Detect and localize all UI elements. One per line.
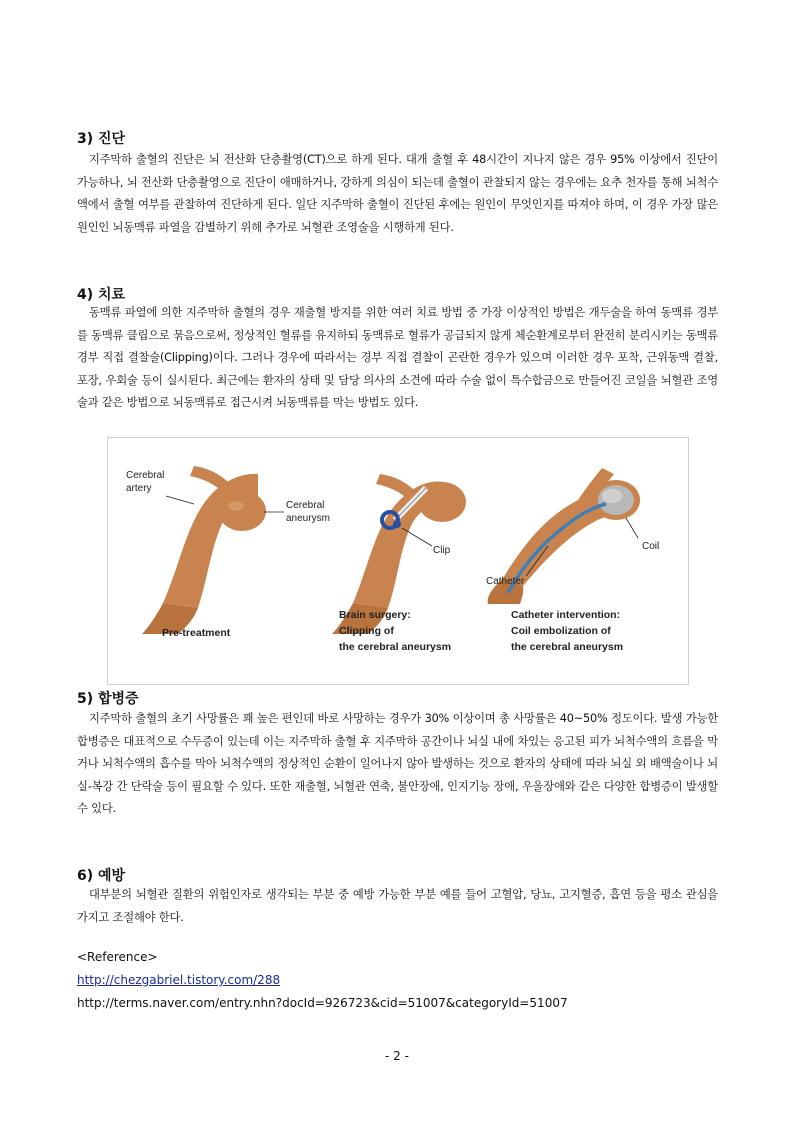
- caption-pre-treatment: Pre-treatment: [162, 627, 231, 639]
- label-cerebral-artery-1: Cerebral: [126, 470, 165, 481]
- pre-treatment-illustration: [142, 466, 266, 634]
- label-coil: Coil: [642, 541, 660, 552]
- label-clip: Clip: [433, 545, 451, 556]
- aneurysm-treatment-figure: [107, 437, 689, 685]
- section-title-treatment: 4) 치료: [77, 287, 126, 303]
- section-title-prevention: 6) 예방: [77, 868, 126, 884]
- caption-catheter-1: Catheter intervention:: [511, 609, 621, 621]
- caption-surgery-2: Clipping of: [339, 625, 394, 637]
- reference-link-2[interactable]: http://terms.naver.com/entry.nhn?docId=926723&cid=51007&categoryId=51007: [77, 996, 568, 1010]
- label-catheter: Catheter: [486, 576, 525, 587]
- caption-catheter-3: the cerebral aneurysm: [511, 641, 624, 653]
- section-title-diagnosis: 3) 진단: [77, 131, 126, 147]
- reference-heading: <Reference>: [77, 950, 158, 964]
- section-body-treatment: 동맥류 파열에 의한 지주막하 출혈의 경우 재출혈 방지를 위한 여러 치료 방법 중 가장 이상적인 방법은 개두술을 하여 동맥류 경부를 동맥류 클립으로 묶음으로써, 정상적인 혈류를 유지하되 동맥류로 혈류가 공급되지 않게 체순환계로부터 완전히 분리시키는 동맥류 경부 직접 결찰술(Clipping)이다. 그러나 경우에 따라서는 경부 직접 결찰이 곤란한 경우가 있으며 이러한 경우 포착, 근위동맥 결찰, 포장, 우회술 등이 실시된다. 최근에는 환자의 상태 및 담당 의사의 소견에 따라 수술 없이 특수합금으로 만들어진 코일을 뇌혈관 조영술과 같은 방법으로 뇌동맥류로 접근시켜 뇌동맥류를 막는 방법도 있다.: [77, 306, 718, 409]
- caption-surgery-3: the cerebral aneurysm: [339, 641, 452, 653]
- page-number: - 2 -: [385, 1049, 409, 1063]
- label-aneurysm-1: Cerebral: [286, 500, 325, 511]
- section-body-prevention: 대부분의 뇌혈관 질환의 위험인자로 생각되는 부분 중 예방 가능한 부분 예를 들어 고혈압, 당뇨, 고지혈증, 흡연 등을 평소 관심을 가지고 조절해야 한다.: [77, 888, 718, 924]
- label-cerebral-artery-2: artery: [126, 483, 152, 494]
- section-body-complications: 지주막하 출혈의 초기 사망률은 꽤 높은 편인데 바로 사망하는 경우가 30% 이상이며 총 사망률은 40~50% 정도이다. 발생 가능한 합병증은 대표적으로 수두증이 있는데 이는 지주막하 출혈 후 지주막하 공간이나 뇌실 내에 차있는 응고된 피가 뇌척수액의 흐름을 막거나 뇌척수액의 흡수를 막아 뇌척수액의 정상적인 순환이 일어나지 않아 발생하는 것으로 환자의 상태에 따라 뇌실 외 배액술이나 뇌실-복강 간 단락술 등이 필요할 수 있다. 또한 재출혈, 뇌혈관 연축, 불안장애, 인지기능 장애, 우울장애와 같은 다양한 합병증이 발생할 수 있다.: [77, 712, 718, 815]
- caption-catheter-2: Coil embolization of: [511, 625, 611, 637]
- section-body-diagnosis: 지주막하 출혈의 진단은 뇌 전산화 단층촬영(CT)으로 하게 된다. 대개 출혈 후 48시간이 지나지 않은 경우 95% 이상에서 진단이 가능하나, 뇌 전산화 단층촬영으로 진단이 애매하거나, 강하게 의심이 되는데 출혈이 관찰되지 않는 경우에는 요추 천자를 통해 뇌척수액에서 출혈 여부를 관찰하여 진단하게 된다. 일단 지주막하 출혈이 진단된 후에는 원인이 무엇인지를 따져야 하며, 이 경우 가장 많은 원인인 뇌동맥류 파열을 감별하기 위해 추가로 뇌혈관 조영술을 시행하게 된다.: [77, 153, 718, 234]
- section-title-complications: 5) 합병증: [77, 691, 139, 707]
- label-aneurysm-2: aneurysm: [286, 513, 330, 524]
- reference-link-1[interactable]: http://chezgabriel.tistory.com/288: [77, 973, 281, 987]
- caption-surgery-1: Brain surgery:: [339, 609, 411, 621]
